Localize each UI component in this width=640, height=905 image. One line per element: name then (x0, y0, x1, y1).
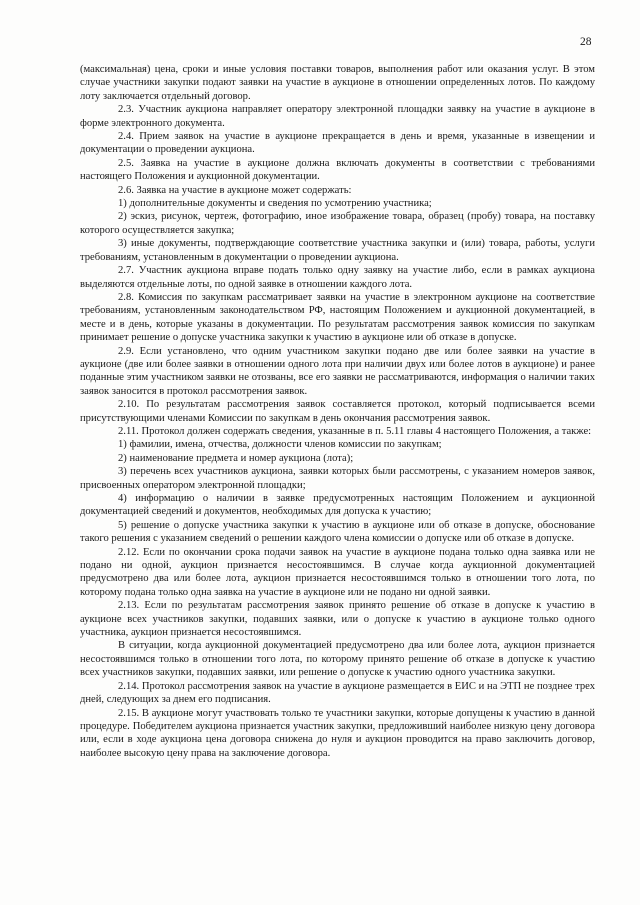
paragraph: 2.4. Прием заявок на участие в аукционе прекращается в день и время, указанные в извещении и документации о проведении аукциона. (80, 131, 595, 156)
page-number: 28 (580, 36, 592, 48)
paragraph: 2.8. Комиссия по закупкам рассматривает заявки на участие в электронном аукционе на соответствие требованиям, установленным законодательством РФ, настоящим Положением и аукционной документацией, в месте и в день, которые указаны в документации. По результатам рассмотрения заявок комиссия по закупкам принимает решение о допуске участника закупки к участию в аукционе или об отказе в допуске. (80, 291, 595, 344)
paragraph: 2.12. Если по окончании срока подачи заявок на участие в аукционе подана только одна заявка или не подано ни одной, аукцион признается несостоявшимся. В случае когда аукционной документацией предусмотрено два или более лота, аукцион признается несостоявшимся только в отношении того лота, по которому подана только одна заявка на участие в аукционе или не подано ни одной заявки. (80, 546, 595, 598)
paragraph: 2.14. Протокол рассмотрения заявок на участие в аукционе размещается в ЕИС и на ЭТП не позднее трех дней, следующих за днем его подписания. (80, 680, 595, 706)
paragraph: 1) дополнительные документы и сведения по усмотрению участника; (118, 198, 432, 210)
paragraph: 2.7. Участник аукциона вправе подать только одну заявку на участие либо, если в рамках аукциона выделяются отдельные лоты, по одной заявке в отношении каждого лота. (80, 265, 595, 290)
paragraph: 2.3. Участник аукциона направляет оператору электронной площадки заявку на участие в аукционе в форме электронного документа. (80, 104, 595, 129)
paragraph: 2.11. Протокол должен содержать сведения, указанные в п. 5.11 главы 4 настоящего Положения, а также: (118, 425, 592, 437)
paragraph: 3) перечень всех участников аукциона, заявки которых были рассмотрены, с указанием номеров заявок, присвоенных оператором электронной площадки; (80, 466, 595, 491)
paragraph: 2.9. Если установлено, что одним участником закупки подано две или более заявки на участие в аукционе (две или более заявки в отношении одного лота при наличии двух или более лотов в аукционе) и ранее поданные этим участником заявки не отозваны, все его заявки не рассматриваются, информация о наличии таких заявок заносится в протокол рассмотрения заявок. (80, 345, 595, 397)
paragraph: 2) наименование предмета и номер аукциона (лота); (118, 452, 354, 464)
paragraph: 1) фамилии, имена, отчества, должности членов комиссии по закупкам; (118, 439, 442, 451)
paragraph: 2.6. Заявка на участие в аукционе может содержать: (118, 184, 352, 196)
document-body (80, 63, 595, 760)
paragraph: 5) решение о допуске участника закупки к участию в аукционе или об отказе в допуске, обоснование такого решения с указанием сведений о решении каждого члена комиссии о допуске или об отказе в допуске. (80, 519, 595, 545)
paragraph: 2.5. Заявка на участие в аукционе должна включать документы в соответствии с требованиями настоящего Положения и аукционной документации. (80, 157, 595, 183)
paragraph: 4) информацию о наличии в заявке предусмотренных настоящим Положением и аукционной документацией сведений и документов, необходимых для допуска к участию; (80, 493, 595, 518)
paragraph: В ситуации, когда аукционной документацией предусмотрено два или более лота, аукцион признается несостоявшимся только в отношении того лота, по которому принято решение об отказе в допуске к участию всех участников закупки, подавших заявки, или решение о допуске к участию одного участника закупки. (80, 640, 595, 679)
paragraph: 2.13. Если по результатам рассмотрения заявок принято решение об отказе в допуске к участию в аукционе всех участников закупки, подавших заявки, или о допуске к участию в аукционе только одного участника, аукцион признается несостоявшимся. (80, 600, 595, 639)
paragraph: 2.15. В аукционе могут участвовать только те участники закупки, которые допущены к участию в данной процедуре. Победителем аукциона признается участник закупки, предложивший наиболее низкую цену договора или, если в ходе аукциона цена договора снижена до нуля и аукцион проводится на право заключить договор, наиболее высокую цену права на заключение договора. (80, 707, 595, 759)
paragraph: (максимальная) цена, сроки и иные условия поставки товаров, выполнения работ или оказания услуг. В этом случае участники закупки подают заявки на участие в аукционе в отношении определенных лотов. По каждому лоту заключается отдельный договор. (80, 64, 595, 102)
paragraph: 2.10. По результатам рассмотрения заявок составляется протокол, который подписывается всеми присутствующими членами Комиссии по закупкам в день окончания рассмотрения заявок. (80, 399, 595, 424)
paragraph: 3) иные документы, подтверждающие соответствие участника закупки и (или) товара, работы, услуги требованиям, установленным в документации о проведении аукциона. (80, 238, 595, 263)
paragraph: 2) эскиз, рисунок, чертеж, фотографию, иное изображение товара, образец (пробу) товара, на поставку которого осуществляется закупка; (80, 211, 595, 236)
